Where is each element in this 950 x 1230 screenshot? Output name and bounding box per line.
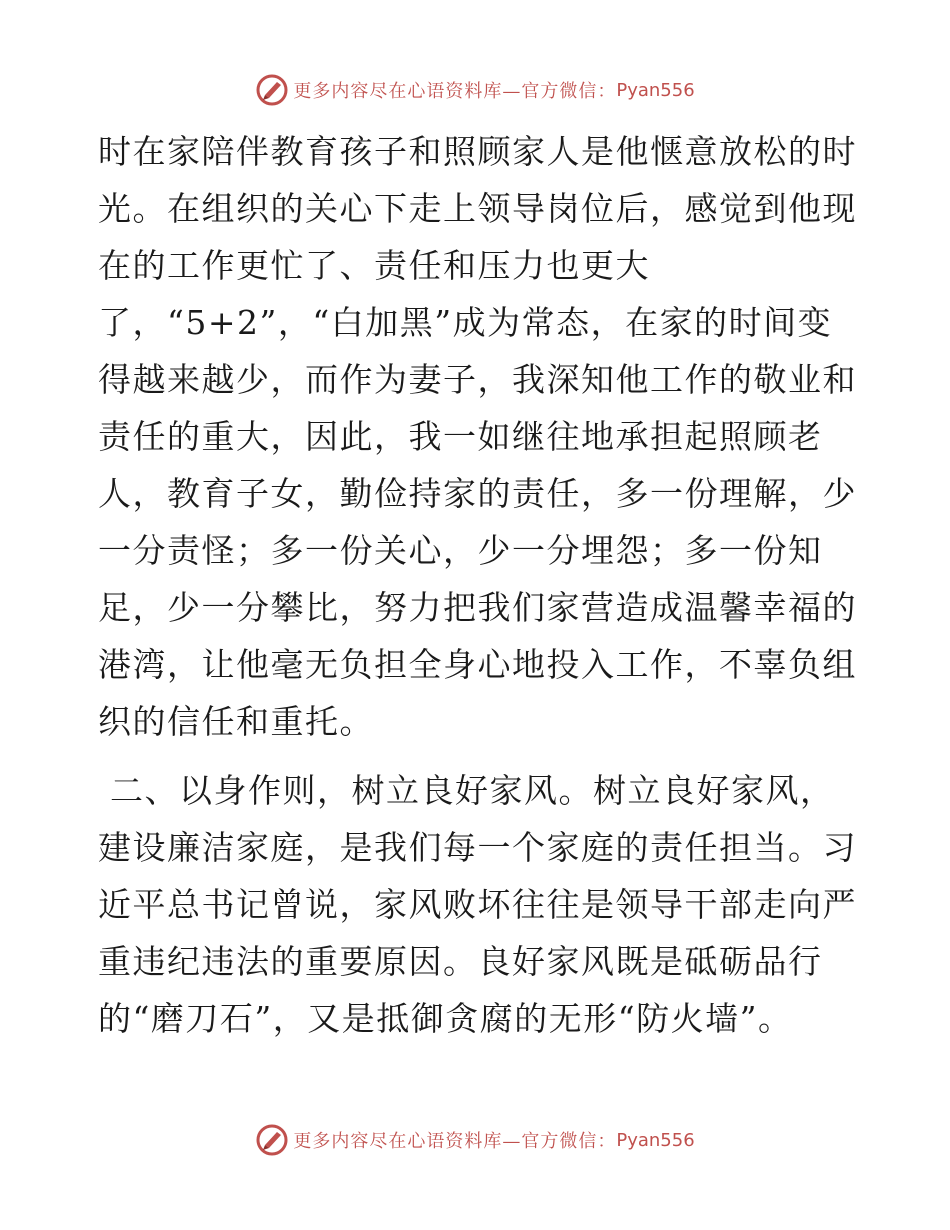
pen-logo-icon [255,1123,289,1157]
text-line: 光。在组织的关心下走上领导岗位后，感觉到他现 [98,189,857,228]
paragraph-gap [98,750,858,762]
footer-banner-text: 更多内容尽在心语资料库—官方微信： [293,1131,617,1152]
text-line: 二、以身作则，树立良好家风。树立良好家风， [98,771,835,810]
footer-watermark-banner [0,1120,950,1160]
text-line: 重违纪违法的重要原因。良好家风既是砥砺品行 [98,942,823,981]
document-body [98,123,858,1047]
text-line: 港湾，让他毫无负担全身心地投入工作，不辜负组 [98,645,857,684]
paragraph-1 [98,123,858,750]
text-line: 一分责怪；多一份关心，少一分埋怨；多一份知 [98,531,823,570]
footer-banner-wechat-id: Pyan556 [616,1129,695,1151]
text-line: 近平总书记曾说，家风败坏往往是领导干部走向严 [98,885,857,924]
text-line: 人，教育子女，勤俭持家的责任，多一份理解，少 [98,474,857,513]
text-line: 织的信任和重托。 [98,702,374,741]
text-line: 的“磨刀石”，又是抵御贪腐的无形“防火墙”。 [98,999,793,1038]
text-line: 建设廉洁家庭，是我们每一个家庭的责任担当。习 [98,828,857,867]
text-line: 责任的重大，因此，我一如继往地承担起照顾老 [98,417,823,456]
text-line: 足，少一分攀比，努力把我们家营造成温馨幸福的 [98,588,857,627]
header-banner-wechat-id: Pyan556 [616,79,695,101]
pen-logo-icon [255,73,289,107]
text-line: 了，“5+2”，“白加黑”成为常态，在家的时间变 [98,303,833,342]
paragraph-2 [98,762,858,1047]
text-line: 得越来越少，而作为妻子，我深知他工作的敬业和 [98,360,857,399]
text-line: 在的工作更忙了、责任和压力也更大 [98,246,650,285]
text-line: 时在家陪伴教育孩子和照顾家人是他惬意放松的时 [98,132,857,171]
header-watermark-banner [0,70,950,110]
header-banner-text: 更多内容尽在心语资料库—官方微信： [293,81,617,102]
